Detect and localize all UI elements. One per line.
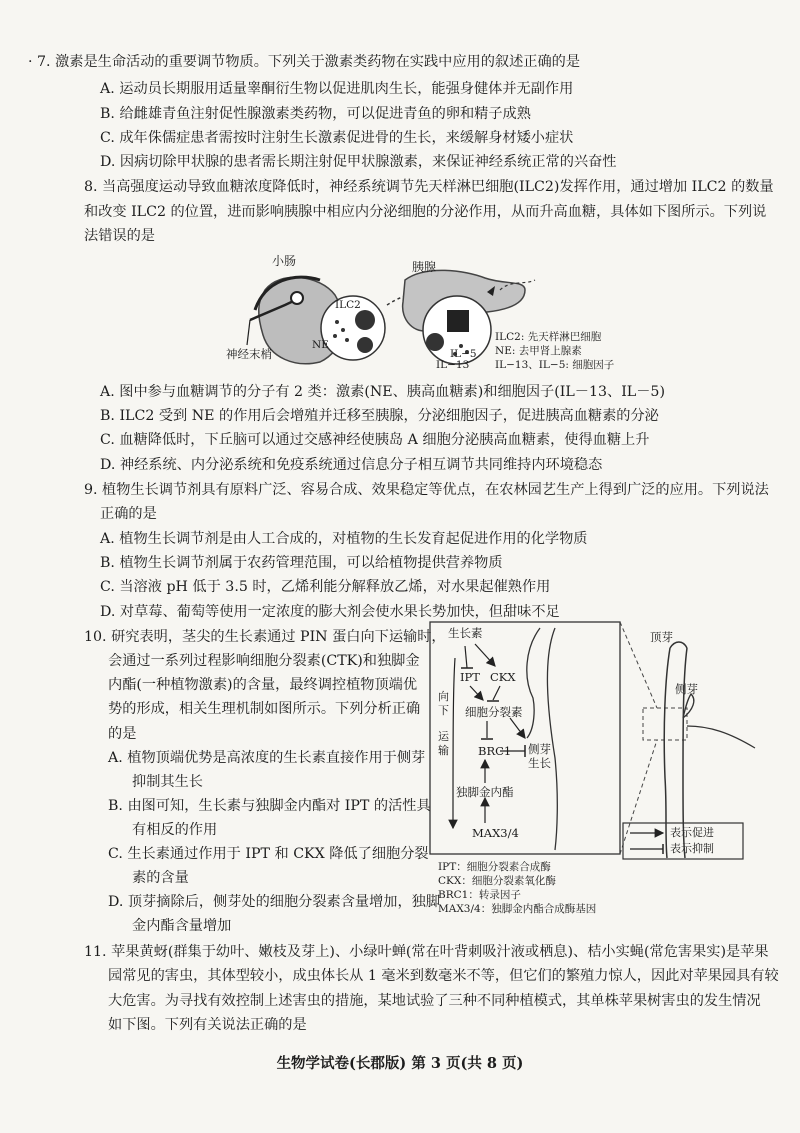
ilc2-in-pancreas [426, 333, 444, 351]
page-footer: 生物学试卷(长郡版) 第 3 页(共 8 页) [276, 1055, 524, 1072]
q8-stem-line-2: 和改变 ILC2 的位置，进而影响胰腺中相应内分泌细胞的分泌作用，从而升高血糖，具体如下图所示。下列说 [84, 204, 767, 220]
fig8-label-il13: IL−13 [436, 359, 470, 371]
fig8-label-nerve: 神经末梢 [226, 347, 272, 361]
nerve-label-leader [247, 320, 250, 345]
fig8-label-intestine: 小肠 [272, 254, 297, 268]
q7-option-a: A. 运动员长期服用适量睾酮衍生物以促进肌肉生长，能强身健体并无副作用 [100, 81, 574, 97]
q10-option-b-1: B. 由图可知，生长素与独脚金内酯对 IPT 的活性具 [108, 798, 431, 814]
fig8-legend-2: NE: 去甲肾上腺素 [495, 345, 582, 357]
q10-stem-line-3: 内酯(一种植物激素)的含量，最终调控植物顶端优 [108, 677, 418, 693]
q9-option-c: C. 当溶液 pH 低于 3.5 时，乙烯利能分解释放乙烯，对水果起催熟作用 [100, 579, 551, 595]
q7-stem: · 7. 激素是生命活动的重要调节物质。下列关于激素类药物在实践中应用的叙述正确的是 [28, 54, 581, 70]
fig8-label-ne: NE [312, 339, 329, 351]
fig10-lateral-growth-1: 侧芽 [528, 742, 551, 756]
q8-option-b: B. ILC2 受到 NE 的作用后会增殖并迁移至胰腺，分泌细胞因子，促进胰高血糖素的分泌 [100, 408, 659, 424]
q9-option-b: B. 植物生长调节剂属于农药管理范围，可以给植物提供营养物质 [100, 555, 503, 571]
q10-stem-line-5: 的是 [108, 726, 137, 742]
q8-stem-line-3: 法错误的是 [84, 228, 155, 244]
fig10-legend-promote: 表示促进 [670, 826, 714, 839]
fig10-down-1: 向 [438, 690, 449, 703]
fig10-cytokinin: 细胞分裂素 [465, 705, 523, 719]
q10-option-d-2: 金内酯含量增加 [132, 918, 232, 934]
nerve-ending-bulb [291, 292, 303, 304]
fig10-auxin: 生长素 [448, 626, 483, 640]
q11-stem-line-3: 大危害。为寻找有效控制上述害虫的措施，某地试验了三种不同种植模式，其单株苹果树害虫的发生情况 [108, 993, 761, 1009]
lateral-bud-shape [683, 694, 694, 718]
q8-option-c: C. 血糖降低时，下丘脑可以通过交感神经使胰岛 A 细胞分泌胰高血糖素，使得血糖上升 [100, 432, 650, 448]
q10-stem-line-4: 势的形成，相关生理机制如图所示。下列分析正确 [108, 701, 421, 717]
q9-option-d: D. 对草莓、葡萄等使用一定浓度的膨大剂会使水果长势加快，但甜味不足 [100, 604, 560, 620]
q8-option-d: D. 神经系统、内分泌系统和免疫系统通过信息分子相互调节共同维持内环境稳态 [100, 457, 603, 473]
q9-stem-line-2: 正确的是 [100, 506, 157, 522]
fig10-legend-inhibit: 表示抑制 [670, 842, 714, 855]
fig8-label-ilc2: ILC2 [335, 299, 361, 311]
q7-option-d: D. 因病切除甲状腺的患者需长期注射促甲状腺激素，来保证神经系统正常的兴奋性 [100, 154, 617, 170]
q9-option-a: A. 植物生长调节剂是由人工合成的，对植物的生长发育起促进作用的化学物质 [100, 531, 588, 547]
fig10-lateral-growth-2: 生长 [528, 756, 551, 770]
q10-option-c-1: C. 生长素通过作用于 IPT 和 CKX 降低了细胞分裂 [108, 846, 429, 862]
fig10-down-2: 下 [438, 704, 449, 717]
q8-stem-line-1: 8. 当高强度运动导致血糖浓度降低时，神经系统调节先天样淋巴细胞(ILC2)发挥作用，通过增加 ILC2 的数量 [84, 179, 774, 195]
fig10-note-2: CKX：细胞分裂素氧化酶 [438, 875, 556, 887]
q11-stem-line-2: 园常见的害虫，其体型较小，成虫体长从 1 毫米到数毫米不等，但它们的繁殖力惊人，因此对苹果园具有较 [108, 968, 779, 984]
q10-stem-line-1: 10. 研究表明，茎尖的生长素通过 PIN 蛋白向下运输时， [84, 629, 446, 645]
fig10-max: MAX3/4 [472, 826, 519, 840]
q10-option-a-1: A. 植物顶端优势是高浓度的生长素直接作用于侧芽 [108, 750, 426, 766]
fig10-note-1: IPT：细胞分裂素合成酶 [438, 861, 551, 873]
fig10-brc1: BRC1 [478, 744, 512, 758]
q10-stem-line-2: 会通过一系列过程影响细胞分裂素(CTK)和独脚金 [108, 653, 420, 669]
fig10-lateral-bud: 侧芽 [675, 682, 698, 696]
alpha-cell [447, 310, 469, 332]
fig10-ipt: IPT [460, 670, 480, 684]
fig10-down-3: 运 [438, 730, 449, 743]
fig10-note-4: MAX3/4：独脚金内酯合成酶基因 [438, 903, 597, 915]
q7-option-c: C. 成年侏儒症患者需按时注射生长激素促进骨的生长，来缓解身材矮小症状 [100, 130, 574, 146]
fig10-strigolactone: 独脚金内酯 [456, 785, 514, 799]
q11-stem-line-1: 11. 苹果黄蚜(群集于幼叶、嫩枝及芽上)、小绿叶蝉(常在叶背刺吸汁液或栖息)、桔小实蝇(常危害果实)是苹果 [84, 944, 769, 960]
q8-option-a: A. 图中参与血糖调节的分子有 2 类：激素(NE、胰高血糖素)和细胞因子(IL－13、IL－5) [100, 384, 665, 400]
fig8-legend-3: IL−13、IL−5: 细胞因子 [495, 359, 615, 371]
ilc2-cell [355, 310, 375, 330]
fig8-label-il5: IL−5 [450, 348, 477, 360]
q10-option-b-2: 有相反的作用 [132, 822, 218, 838]
fig10-ckx: CKX [490, 670, 516, 684]
fig8-legend-1: ILC2: 先天样淋巴细胞 [495, 331, 602, 343]
fig10-apical-bud: 顶芽 [650, 630, 673, 644]
q9-stem-line-1: 9. 植物生长调节剂具有原料广泛、容易合成、效果稳定等优点，在农林园艺生产上得到广泛的应用。下列说法 [84, 482, 769, 498]
fig8-label-pancreas: 胰腺 [412, 260, 437, 274]
q7-option-b: B. 给雌雄青鱼注射促性腺激素类药物，可以促进青鱼的卵和精子成熟 [100, 106, 531, 122]
q11-stem-line-4: 如下图。下列有关说法正确的是 [108, 1017, 307, 1033]
fig10-down-4: 输 [438, 744, 449, 757]
q10-option-c-2: 素的含量 [132, 870, 189, 886]
ilc2-cell-2 [357, 337, 373, 353]
q10-option-d-1: D. 顶芽摘除后，侧芽处的细胞分裂素含量增加，独脚 [108, 894, 441, 910]
fig10-note-3: BRC1：转录因子 [438, 889, 521, 901]
q10-option-a-2: 抑制其生长 [132, 774, 203, 790]
